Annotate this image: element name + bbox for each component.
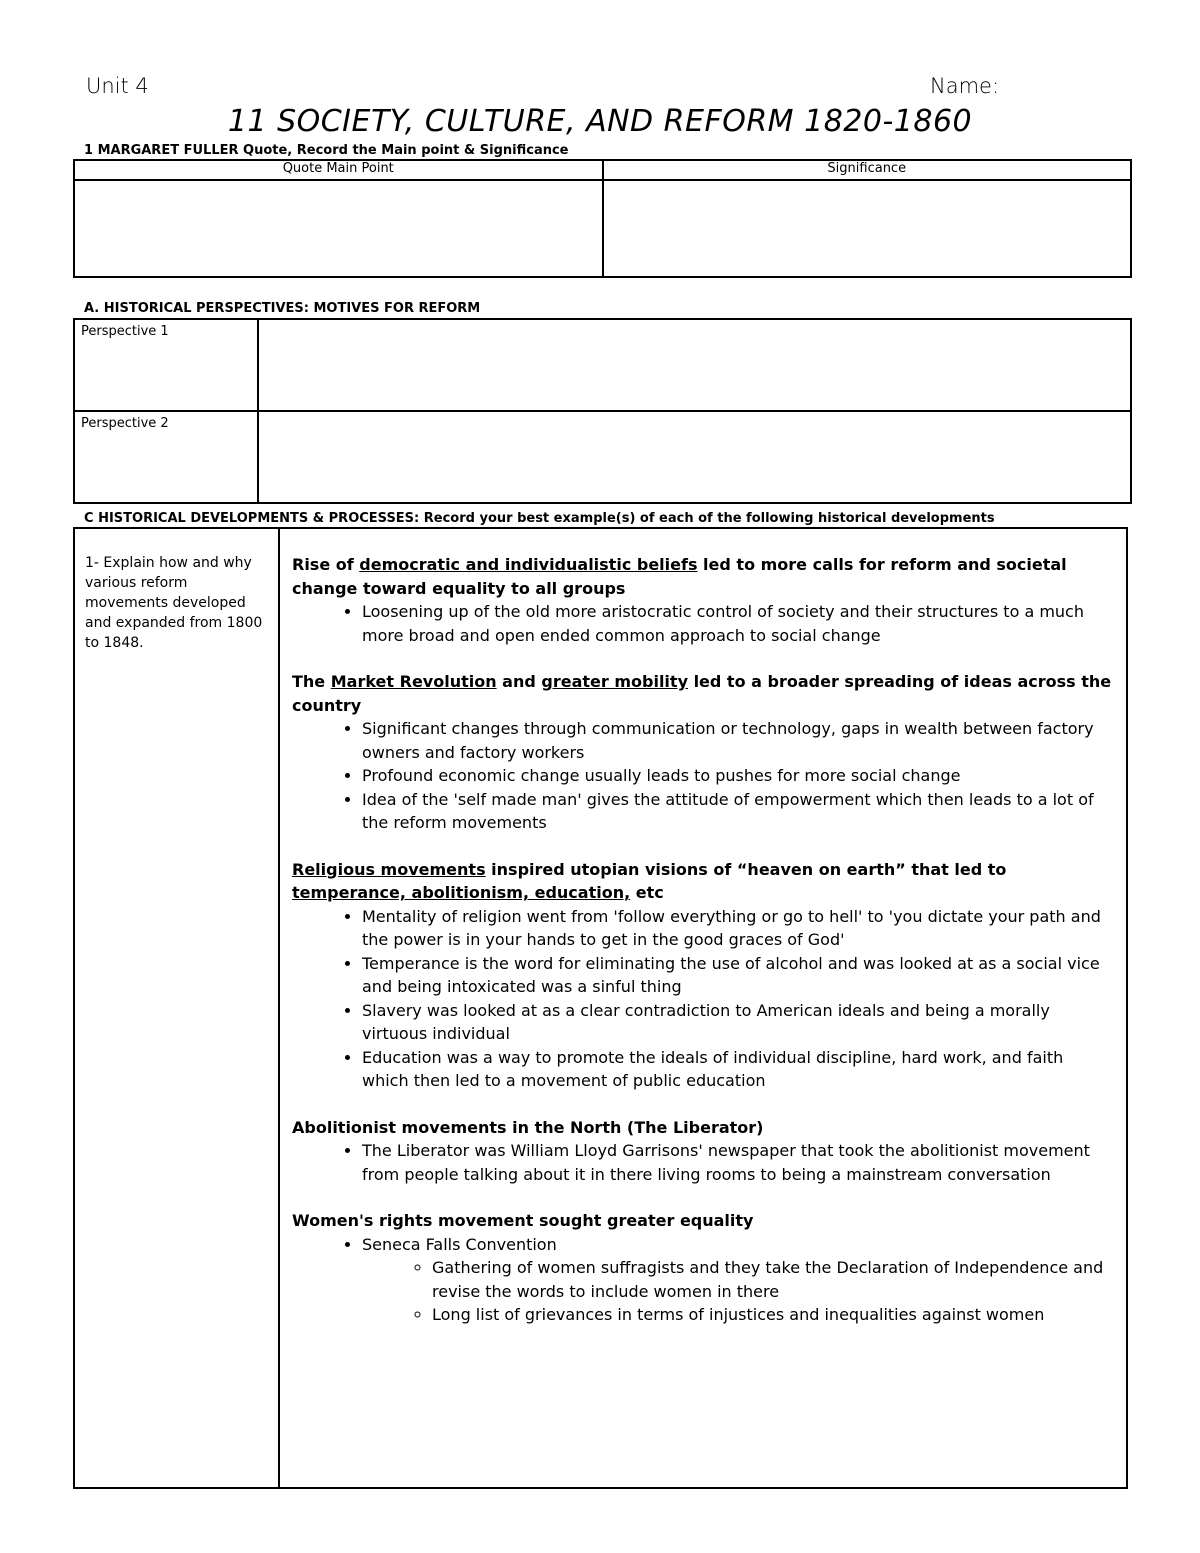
list-item: ◦ Gathering of women suffragists and they take the Declaration of Independence and revise the words to include women in there — [432, 1256, 1112, 1303]
block-4-list — [292, 1139, 1112, 1186]
unit-label: Unit 4 — [86, 74, 149, 98]
list-item: • Slavery was looked at as a clear contradiction to American ideals and being a morally virtuous individual — [362, 999, 1112, 1046]
list-item: ◦ Long list of grievances in terms of injustices and inequalities against women — [432, 1303, 1112, 1327]
perspective-1-label: Perspective 1 — [74, 319, 258, 411]
development-prompt: 1- Explain how and why various reform movements developed and expanded from 1800 to 1848. — [74, 528, 279, 1488]
page-title: 11 SOCIETY, CULTURE, AND REFORM 1820-1860 — [227, 104, 973, 139]
list-item: • Mentality of religion went from 'follow everything or go to hell' to 'you dictate your path and the power is in your hands to get in the good graces of God' — [362, 905, 1112, 952]
significance-cell[interactable] — [603, 180, 1132, 277]
list-item: • The Liberator was William Lloyd Garrisons' newspaper that took the abolitionist movement from people talking about it in there living rooms to being a mainstream conversation — [362, 1139, 1112, 1186]
list-item: • Profound economic change usually leads to pushes for more social change — [362, 764, 1112, 788]
perspectives-table — [73, 318, 1132, 504]
quote-main-point-header: Quote Main Point — [74, 160, 603, 180]
section-a-label: A. HISTORICAL PERSPECTIVES: MOTIVES FOR REFORM — [84, 301, 481, 316]
block-2-heading: The Market Revolution and greater mobility led to a broader spreading of ideas across the country — [292, 672, 1112, 715]
name-label: Name: — [930, 74, 1000, 98]
perspective-2-cell[interactable] — [258, 411, 1131, 503]
developments-table — [73, 527, 1128, 1489]
perspective-1-cell[interactable] — [258, 319, 1131, 411]
block-1-heading: Rise of democratic and individualistic beliefs led to more calls for reform and societal change toward equality to all groups — [292, 555, 1067, 598]
block-3-list — [292, 905, 1112, 1093]
list-item: • Significant changes through communication or technology, gaps in wealth between factory owners and factory workers — [362, 717, 1112, 764]
block-3-heading: Religious movements inspired utopian visions of “heaven on earth” that led to temperance, abolitionism, education, etc — [292, 859, 1007, 902]
list-item: • Idea of the 'self made man' gives the attitude of empowerment which then leads to a lot of the reform movements — [362, 788, 1112, 835]
block-2-list — [292, 717, 1112, 835]
block-5-heading: Women's rights movement sought greater equality — [292, 1211, 754, 1230]
section-1-label: 1 MARGARET FULLER Quote, Record the Main point & Significance — [84, 143, 569, 158]
block-5-sublist — [362, 1256, 1112, 1327]
block-4-heading: Abolitionist movements in the North (The Liberator) — [292, 1117, 764, 1137]
block-1-list — [292, 600, 1112, 647]
block-5-list — [292, 1233, 1112, 1327]
quote-table — [73, 159, 1132, 278]
list-item: • Loosening up of the old more aristocratic control of society and their structures to a much more broad and open ended common approach to social change — [362, 600, 1112, 647]
list-item: • Seneca Falls Convention ◦ Gathering of women suffragists and they take the Declaration of Independence and revise the words to include women in there ◦ Long list of grievances in terms of injustices and inequalities against women — [362, 1233, 1112, 1327]
list-item: • Temperance is the word for eliminating the use of alcohol and was looked at as a social vice and being intoxicated was a sinful thing — [362, 952, 1112, 999]
section-c-label: C HISTORICAL DEVELOPMENTS & PROCESSES: Record your best example(s) of each of the following historical developments — [84, 511, 995, 526]
quote-main-point-cell[interactable] — [74, 180, 603, 277]
significance-header: Significance — [603, 160, 1132, 180]
perspective-2-label: Perspective 2 — [74, 411, 258, 503]
development-answer[interactable] — [279, 528, 1127, 1488]
list-item: • Education was a way to promote the ideals of individual discipline, hard work, and faith which then led to a movement of public education — [362, 1046, 1112, 1093]
